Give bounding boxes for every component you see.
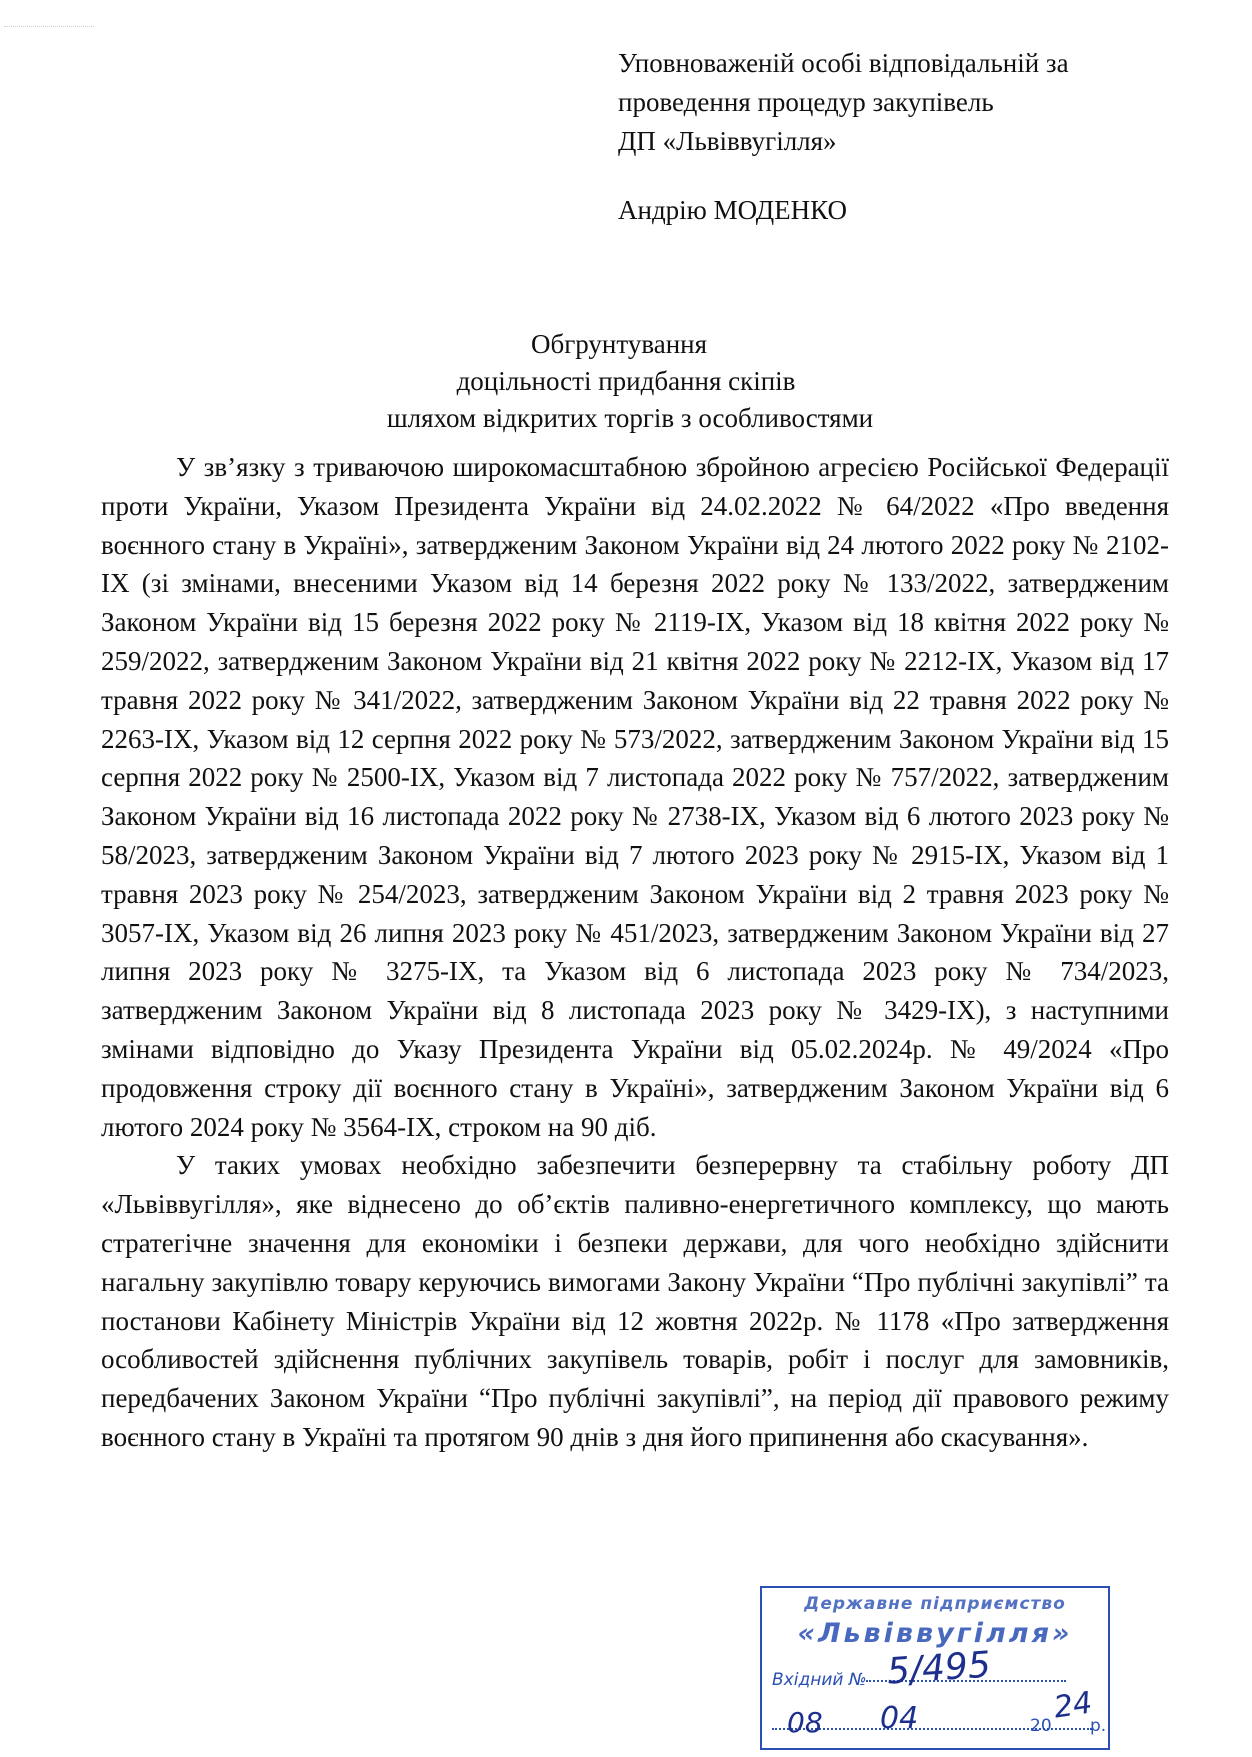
stamp-year-prefix: 20	[1030, 1716, 1052, 1736]
stamp-handwritten-month: 04	[880, 1701, 919, 1736]
stamp-year-suffix: р.	[1090, 1716, 1107, 1736]
scan-artifact	[4, 26, 94, 37]
stamp-handwritten-number: 5/495	[885, 1644, 993, 1693]
stamp-handwritten-day: 08	[787, 1706, 823, 1739]
stamp-incoming-label: Вхідний №	[772, 1670, 867, 1690]
document-body	[101, 448, 1169, 1457]
title-line-2: доцільності придбання скіпів	[456, 366, 796, 396]
stamp-handwritten-year: 24	[1051, 1685, 1095, 1726]
addressee-line-3: ДП «Львіввугілля»	[618, 126, 837, 156]
incoming-registration-stamp	[760, 1586, 1110, 1750]
addressee-line-1: Уповноваженій особі відповідальній за	[618, 48, 1069, 78]
stamp-org-line-1: Державне підприємство	[804, 1594, 1066, 1614]
body-paragraph-2: У таких умовах необхідно забезпечити безперервну та стабільну роботу ДП «Львіввугілля», яке віднесено до об’єктів паливно-енергетичного комплексу, що мають стратегічне значення для економіки і безпеки держави, для чого необхідно здійснити нагальну закупівлю товару керуючись вимогами Закону України “Про публічні закупівлі” та постанови Кабінету Міністрів України від 12 жовтня 2022р. № 1178 «Про затвердження особливостей здійснення публічних закупівель товарів, робіт і послуг для замовників, передбачених Законом України “Про публічні закупівлі”, на період дії правового режиму воєнного стану в Україні та протягом 90 днів з дня його припинення або скасування».	[101, 1150, 1169, 1452]
addressee-block	[618, 44, 1178, 230]
title-line-1: Обгрунтування	[530, 329, 708, 359]
document-title	[0, 326, 1252, 437]
body-paragraph-1: У зв’язку з триваючою широкомасштабною збройною агресією Російської Федерації проти України, Указом Президента України від 24.02.2022 № 64/2022 «Про введення воєнного стану в Україні», затвердженим Законом України від 24 лютого 2022 року № 2102-IX (зі змінами, внесеними Указом від 14 березня 2022 року № 133/2022, затвердженим Законом України від 15 березня 2022 року № 2119-IX, Указом від 18 квітня 2022 року № 259/2022, затвердженим Законом України від 21 квітня 2022 року № 2212-IX, Указом від 17 травня 2022 року № 341/2022, затвердженим Законом України від 22 травня 2022 року № 2263-IX, Указом від 12 серпня 2022 року № 573/2022, затвердженим Законом України від 15 серпня 2022 року № 2500-IX, Указом від 7 листопада 2022 року № 757/2022, затвердженим Законом України від 16 листопада 2022 року № 2738-IX, Указом від 6 лютого 2023 року № 58/2023, затвердженим Законом України від 7 лютого 2023 року № 2915-IX, Указом від 1 травня 2023 року № 254/2023, затвердженим Законом України від 2 травня 2023 року № 3057-IX, Указом від 26 липня 2023 року № 451/2023, затвердженим Законом України від 27 липня 2023 року № 3275-IX, та Указом від 6 листопада 2023 року № 734/2023, затвердженим Законом України від 8 листопада 2023 року № 3429-IX), з наступними змінами відповідно до Указу Президента України від 05.02.2024р. № 49/2024 «Про продовження строку дії воєнного стану в Україні», затвердженим Законом України від 6 лютого 2024 року № 3564-IX, строком на 90 діб.	[101, 452, 1169, 1142]
title-line-3: шляхом відкритих торгів з особливостями	[386, 403, 874, 433]
addressee-line-2: проведення процедур закупівель	[618, 87, 994, 117]
stamp-org-line-2: «Львіввугілля»	[797, 1618, 1073, 1649]
addressee-name: Андрію МОДЕНКО	[618, 195, 848, 225]
